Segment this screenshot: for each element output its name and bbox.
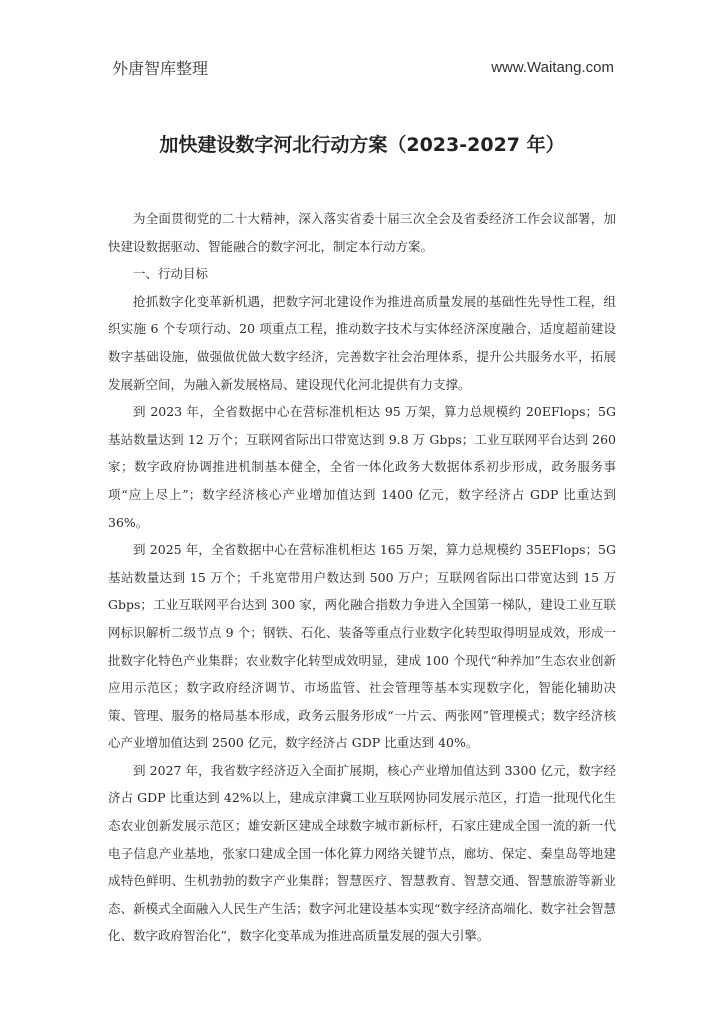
paragraph-2023-targets: 到 2023 年，全省数据中心在营标准机柜达 95 万架，算力总规模约 20EFlops；5G 基站数量达到 12 万个；互联网省际出口带宽达到 9.8 万 Gbps；工业互联网平台达到 260 家；数字政府协调推进机制基本健全，全省一体化政务大数据体系初步形成，政务服务事项“应上尽上”；数字经济核心产业增加值达到 1400 亿元，数字经济占 GDP 比重达到 36%。 bbox=[108, 404, 616, 530]
paragraph-2027-targets: 到 2027 年，我省数字经济迈入全面扩展期，核心产业增加值达到 3300 亿元，数字经济占 GDP 比重达到 42%以上，建成京津冀工业互联网协同发展示范区，打造一批现代化生态农业创新发展示范区；雄安新区建成全球数字城市新标杆，石家庄建成全国一流的新一代电子信息产业基地，张家口建成全国一体化算力网络关键节点，廊坊、保定、秦皇岛等地建成特色鲜明、生机勃勃的数字产业集群；智慧医疗、智慧教育、智慧交通、智慧旅游等新业态、新模式全面融入人民生产生活；数字河北建设基本实现“数字经济高端化、数字社会智慧化、数字政府智治化”，数字化变革成为推进高质量发展的强大引擎。 bbox=[108, 762, 616, 944]
brand-label: 外唐智库整理 bbox=[112, 58, 209, 78]
document-body bbox=[108, 205, 616, 950]
paragraph-overview: 抢抓数字化变革新机遇，把数字河北建设作为推进高质量发展的基础性先导性工程，组织实施 6 个专项行动、20 项重点工程，推动数字技术与实体经济深度融合，适度超前建设数字基础设施，做强做优做大数字经济，完善数字社会治理体系，提升公共服务水平，拓展发展新空间，为融入新发展格局、建设现代化河北提供有力支撑。 bbox=[108, 293, 616, 392]
intro-paragraph: 为全面贯彻党的二十大精神，深入落实省委十届三次全会及省委经济工作会议部署，加快建设数据驱动、智能融合的数字河北，制定本行动方案。 bbox=[108, 211, 616, 254]
section-heading-goals: 一、行动目标 bbox=[133, 266, 209, 282]
site-url[interactable]: www.Waitang.com bbox=[491, 58, 614, 76]
page-header bbox=[112, 52, 614, 82]
document-title: 加快建设数字河北行动方案（2023-2027 年） bbox=[159, 134, 565, 156]
paragraph-2025-targets: 到 2025 年，全省数据中心在营标准机柜达 165 万架，算力总规模约 35EFlops；5G 基站数量达到 15 万个；千兆宽带用户数达到 500 万户；互联网省际出口带宽达到 15 万 Gbps；工业互联网平台达到 300 家，两化融合指数力争进入全国第一梯队，建设工业互联网标识解析二级节点 9 个；钢铁、石化、装备等重点行业数字化转型取得明显成效，形成一批数字化特色产业集群；农业数字化转型成效明显，建成 100 个现代“种养加”生态农业创新应用示范区；数字政府经济调节、市场监管、社会管理等基本实现数字化，智能化辅助决策、管理、服务的格局基本形成，政务云服务形成“一片云、两张网”管理模式；数字经济核心产业增加值达到 2500 亿元，数字经济占 GDP 比重达到 40%。 bbox=[108, 542, 616, 751]
